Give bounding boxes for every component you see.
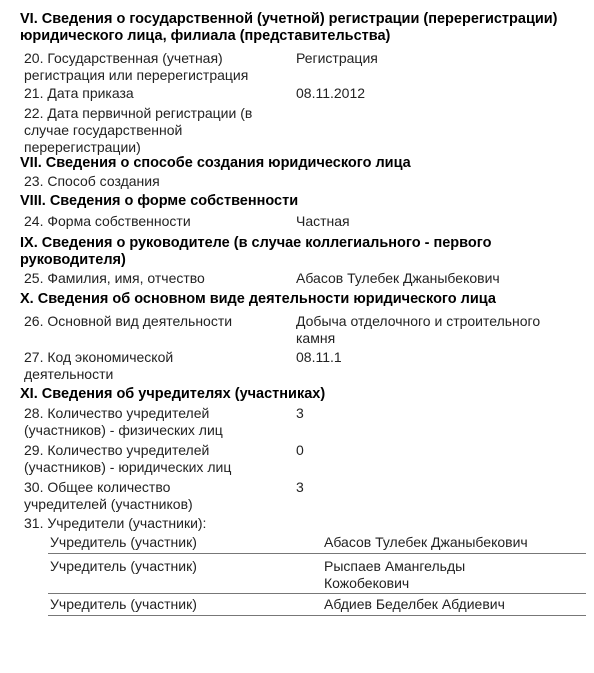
founder-role: Учредитель (участник): [50, 534, 197, 550]
founder-row: [48, 593, 586, 616]
field-value-legal-founders-count: 0: [296, 442, 304, 458]
section-heading-main-activity: X. Сведения об основном виде деятельности юридического лица: [20, 291, 496, 307]
field-value-economic-activity-code: 08.11.1: [296, 349, 342, 365]
field-label-founders-list: 31. Учредители (участники):: [24, 515, 207, 531]
field-label-creation-method: 23. Способ создания: [24, 173, 160, 189]
field-value-director-name: Абасов Тулебек Джаныбекович: [296, 270, 500, 286]
field-value-individual-founders-count: 3: [296, 405, 304, 421]
field-label-registration-type: 20. Государственная (учетная) регистрация или перерегистрация: [24, 50, 249, 83]
field-value-ownership-form: Частная: [296, 213, 350, 229]
founder-name: Абдиев Беделбек Абдиевич: [324, 596, 505, 612]
field-value-main-activity: Добыча отделочного и строительного камня: [296, 313, 541, 346]
section-heading-registration: VI. Сведения о государственной (учетной) регистрации (перерегистрации) юридического лица, филиала (представительства): [20, 11, 558, 44]
field-label-ownership-form: 24. Форма собственности: [24, 213, 191, 229]
field-label-legal-founders-count: 29. Количество учредителей (участников) - юридических лиц: [24, 442, 232, 475]
field-label-main-activity: 26. Основной вид деятельности: [24, 313, 233, 329]
field-value-order-date: 08.11.2012: [296, 85, 366, 101]
founder-role: Учредитель (участник): [50, 558, 197, 574]
section-heading-ownership: VIII. Сведения о форме собственности: [20, 193, 299, 209]
field-label-order-date: 21. Дата приказа: [24, 85, 134, 101]
field-label-economic-activity-code: 27. Код экономической деятельности: [24, 349, 174, 382]
founder-role: Учредитель (участник): [50, 596, 197, 612]
field-label-individual-founders-count: 28. Количество учредителей (участников) - физических лиц: [24, 405, 223, 438]
section-heading-creation-method: VII. Сведения о способе создания юридического лица: [20, 155, 411, 171]
founder-name: Абасов Тулебек Джаныбекович: [324, 534, 528, 550]
field-value-total-founders-count: 3: [296, 479, 304, 495]
field-label-primary-registration-date: 22. Дата первичной регистрации (в случае государственной перерегистрации): [24, 105, 253, 155]
field-value-registration-type: Регистрация: [296, 50, 378, 66]
founder-row: [48, 531, 586, 554]
section-heading-founders: XI. Сведения об учредителях (участниках): [20, 386, 326, 402]
founder-name: Рыспаев Амангельды Кожобекович: [324, 558, 466, 591]
founder-row: [48, 553, 586, 594]
section-heading-director: IX. Сведения о руководителе (в случае коллегиального - первого руководителя): [20, 235, 492, 268]
field-label-total-founders-count: 30. Общее количество учредителей (участников): [24, 479, 193, 512]
field-label-director-name: 25. Фамилия, имя, отчество: [24, 270, 205, 286]
